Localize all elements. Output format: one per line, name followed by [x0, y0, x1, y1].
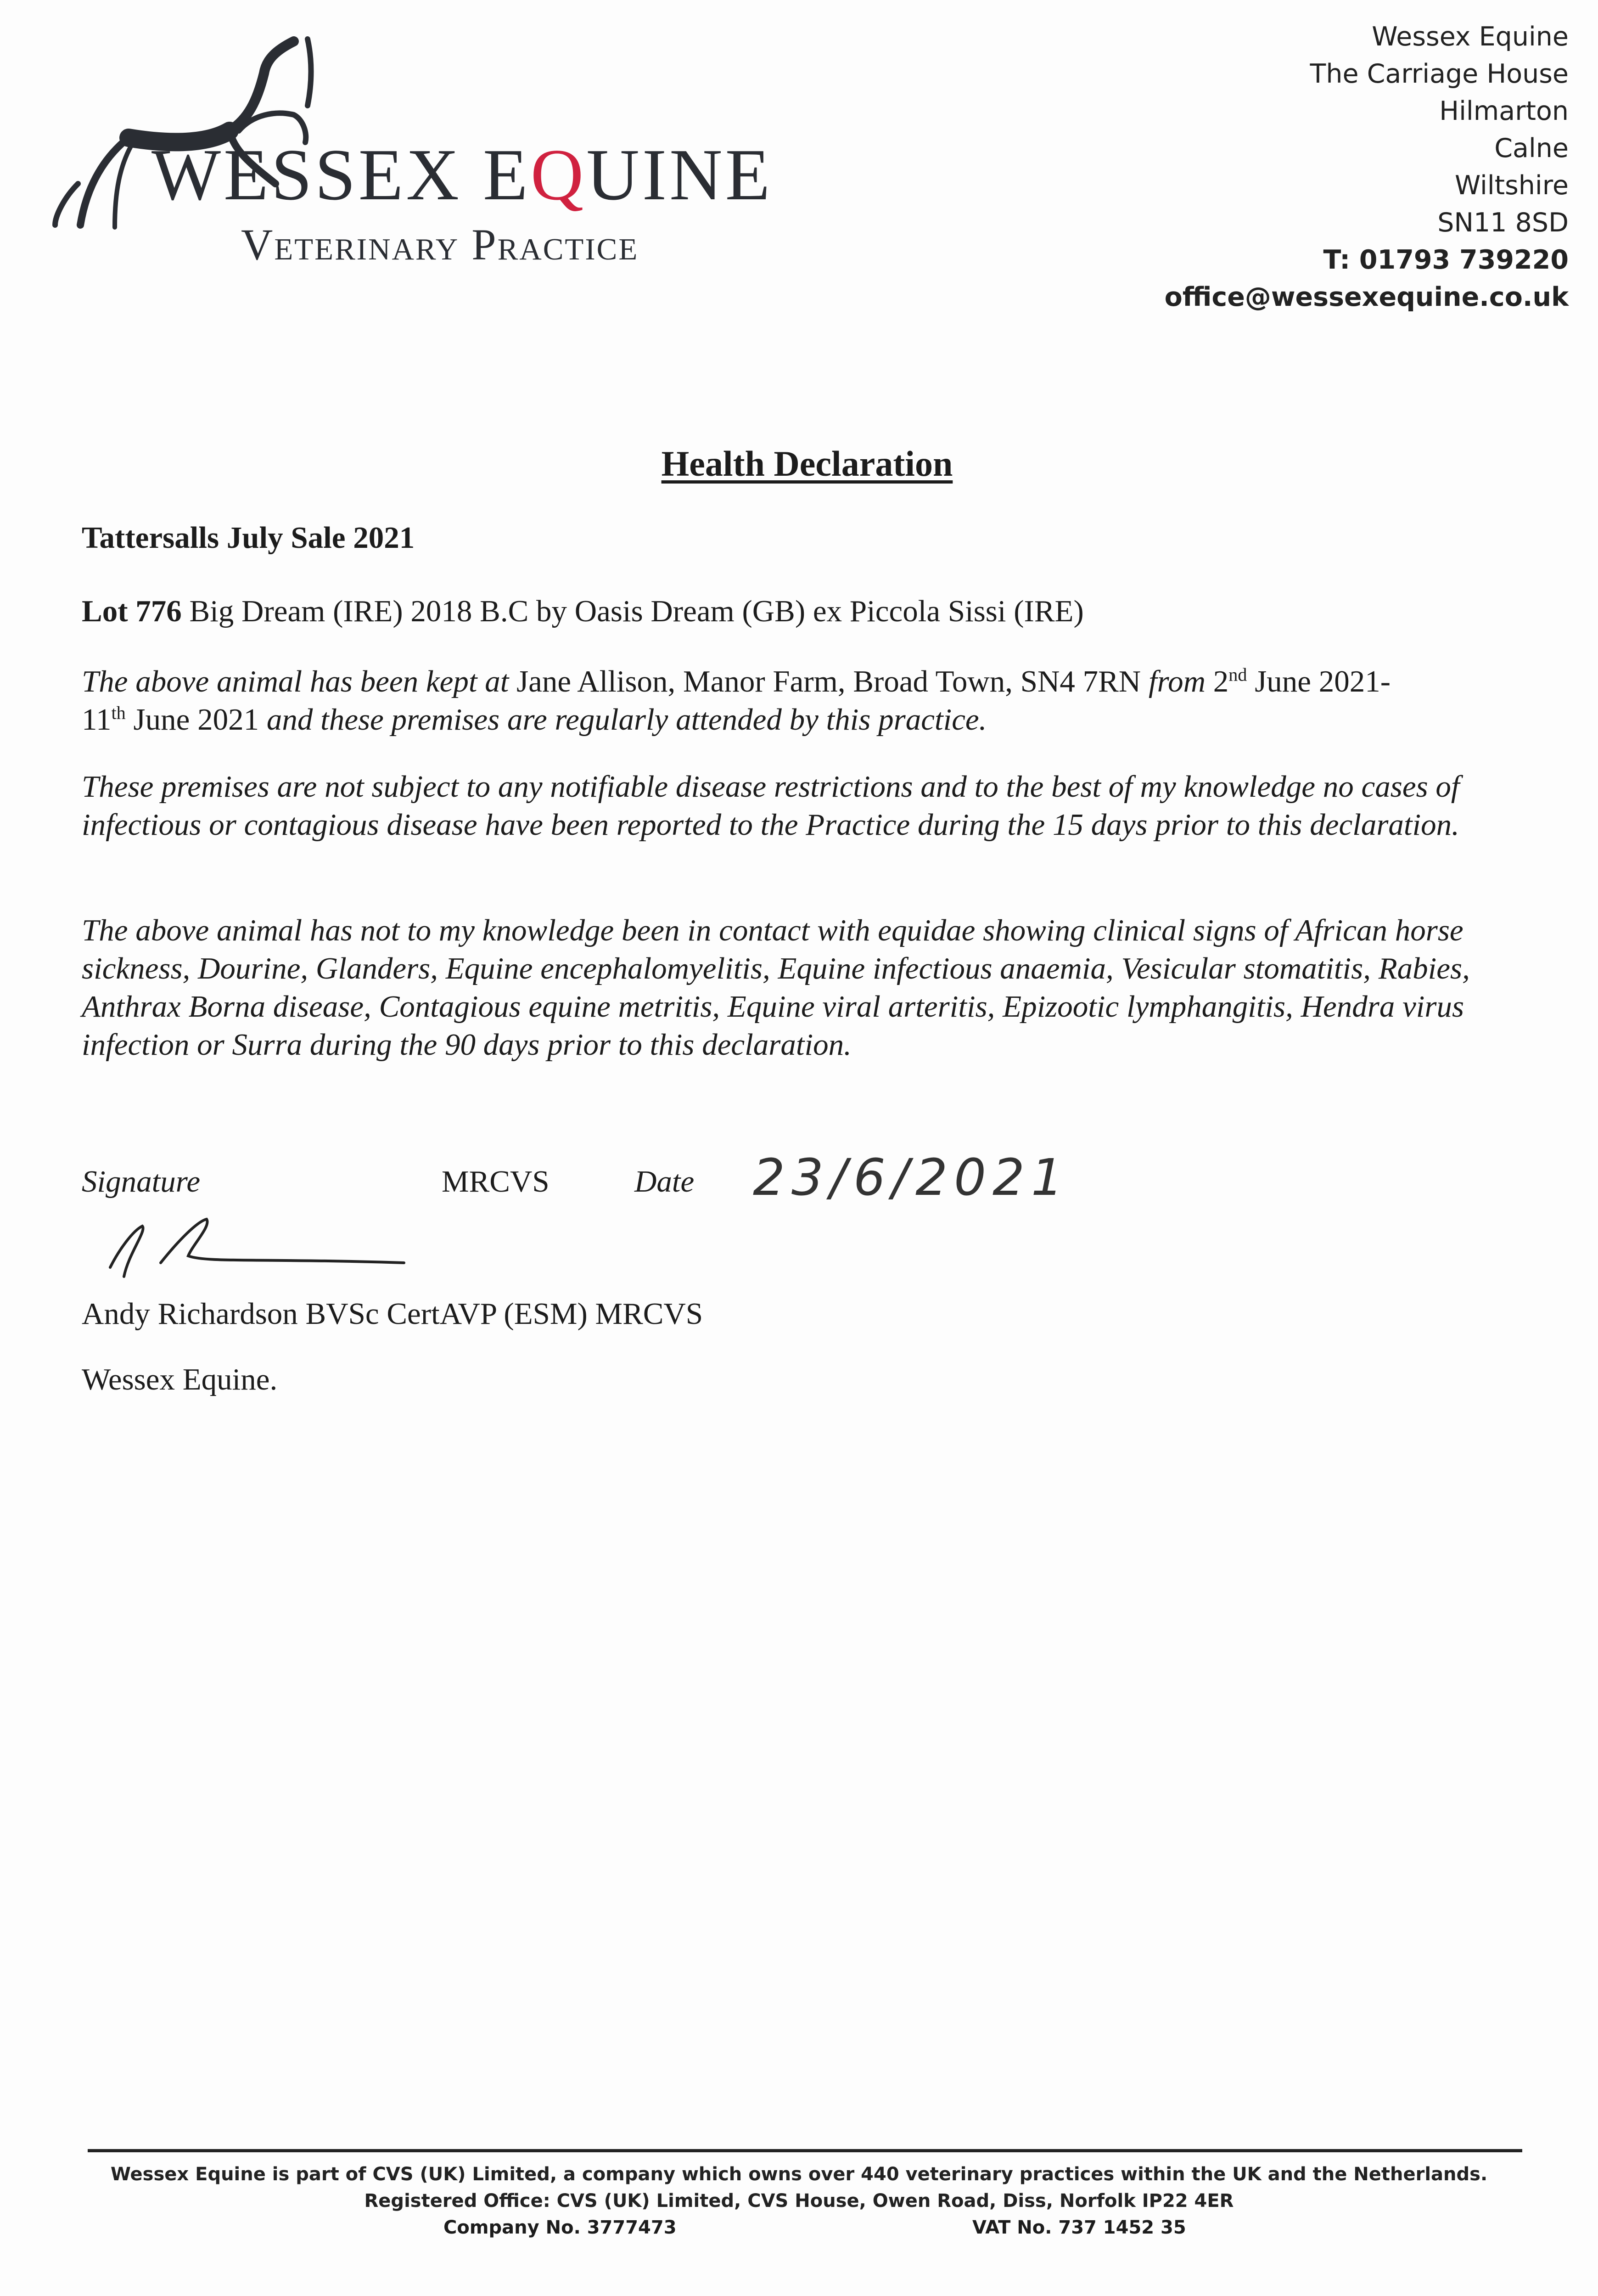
text: from — [1148, 664, 1206, 698]
address-block — [1165, 18, 1569, 316]
text: The above animal has been kept at — [82, 664, 509, 698]
logo-text-accent: Q — [530, 134, 587, 215]
organisation-name: Wessex Equine. — [82, 1362, 278, 1396]
signatory-name: Andy Richardson BVSc CertAVP (ESM) MRCVS — [82, 1297, 703, 1331]
mrcvs-label: MRCVS — [442, 1165, 549, 1199]
footer-registered-office: Registered Office: CVS (UK) Limited, CVS House, Owen Road, Diss, Norfolk IP22 4ER — [364, 2190, 1234, 2212]
address-line: Calne — [1494, 133, 1569, 163]
lot-description: Big Dream (IRE) 2018 B.C by Oasis Dream (GB) ex Piccola Sissi (IRE) — [189, 594, 1084, 628]
footer-vat-number: VAT No. 737 1452 35 — [972, 2217, 1186, 2238]
footer-company-statement: Wessex Equine is part of CVS (UK) Limited, a company which owns over 440 veterinary practices within the UK and the Netherlands. — [110, 2164, 1488, 2185]
date-label: Date — [634, 1165, 695, 1199]
phone-number: T: 01793 739220 — [1323, 245, 1569, 275]
logo-text: WESSEX E — [151, 134, 531, 215]
premises-paragraph — [82, 663, 1528, 739]
disease-restrictions-paragraph: These premises are not subject to any notifiable disease restrictions and to the best of my knowledge no cases of infectious or contagious disease have been reported to the Practice during the 15 days prior to this declaration. — [82, 770, 1460, 842]
sale-name: Tattersalls July Sale 2021 — [82, 521, 415, 555]
address-line: Wiltshire — [1454, 170, 1569, 201]
logo-wordmark — [151, 134, 773, 215]
address-line: The Carriage House — [1310, 59, 1569, 89]
contact-declaration-paragraph: The above animal has not to my knowledge been in contact with equidae showing clinical signs of African horse sickness, Dourine, Glanders, Equine encephalomyelitis, Equine infectious anaemia, Vesicular stomatitis, Rabies, Anthrax Borna disease, Contagious equine metritis, Equine viral arteritis, Epizootic lymphangitis, Hendra virus infection or Surra during the 90 days prior to this declaration. — [82, 913, 1470, 1062]
address-line: SN11 8SD — [1437, 208, 1569, 238]
handwritten-date: 23/6/2021 — [753, 1148, 1070, 1207]
logo-text: UINE — [586, 134, 773, 215]
email-link[interactable]: office@wessexequine.co.uk — [1164, 282, 1569, 312]
ordinal: nd — [1228, 664, 1247, 685]
date-end: June 2021 — [133, 703, 259, 737]
lot-line — [82, 592, 1528, 630]
footer-company-number: Company No. 3777473 — [443, 2217, 677, 2238]
page-title: Health Declaration — [661, 444, 953, 484]
footer-divider — [88, 2149, 1522, 2152]
ordinal: th — [111, 702, 126, 723]
signature-mark-icon — [101, 1212, 422, 1290]
text: and these premises are regularly attended by this practice. — [266, 703, 987, 737]
date-end-day: 11 — [82, 703, 112, 737]
address-line: Hilmarton — [1439, 96, 1569, 126]
address-line: Wessex Equine — [1372, 22, 1569, 52]
date-start-day: 2 — [1213, 664, 1229, 698]
signature-label: Signature — [82, 1165, 201, 1199]
logo-subtitle: Veterinary Practice — [241, 220, 639, 269]
date-start: June 2021- — [1255, 664, 1391, 698]
lot-number: Lot 776 — [82, 594, 182, 628]
premises-address: Jane Allison, Manor Farm, Broad Town, SN4 7RN — [516, 664, 1141, 698]
